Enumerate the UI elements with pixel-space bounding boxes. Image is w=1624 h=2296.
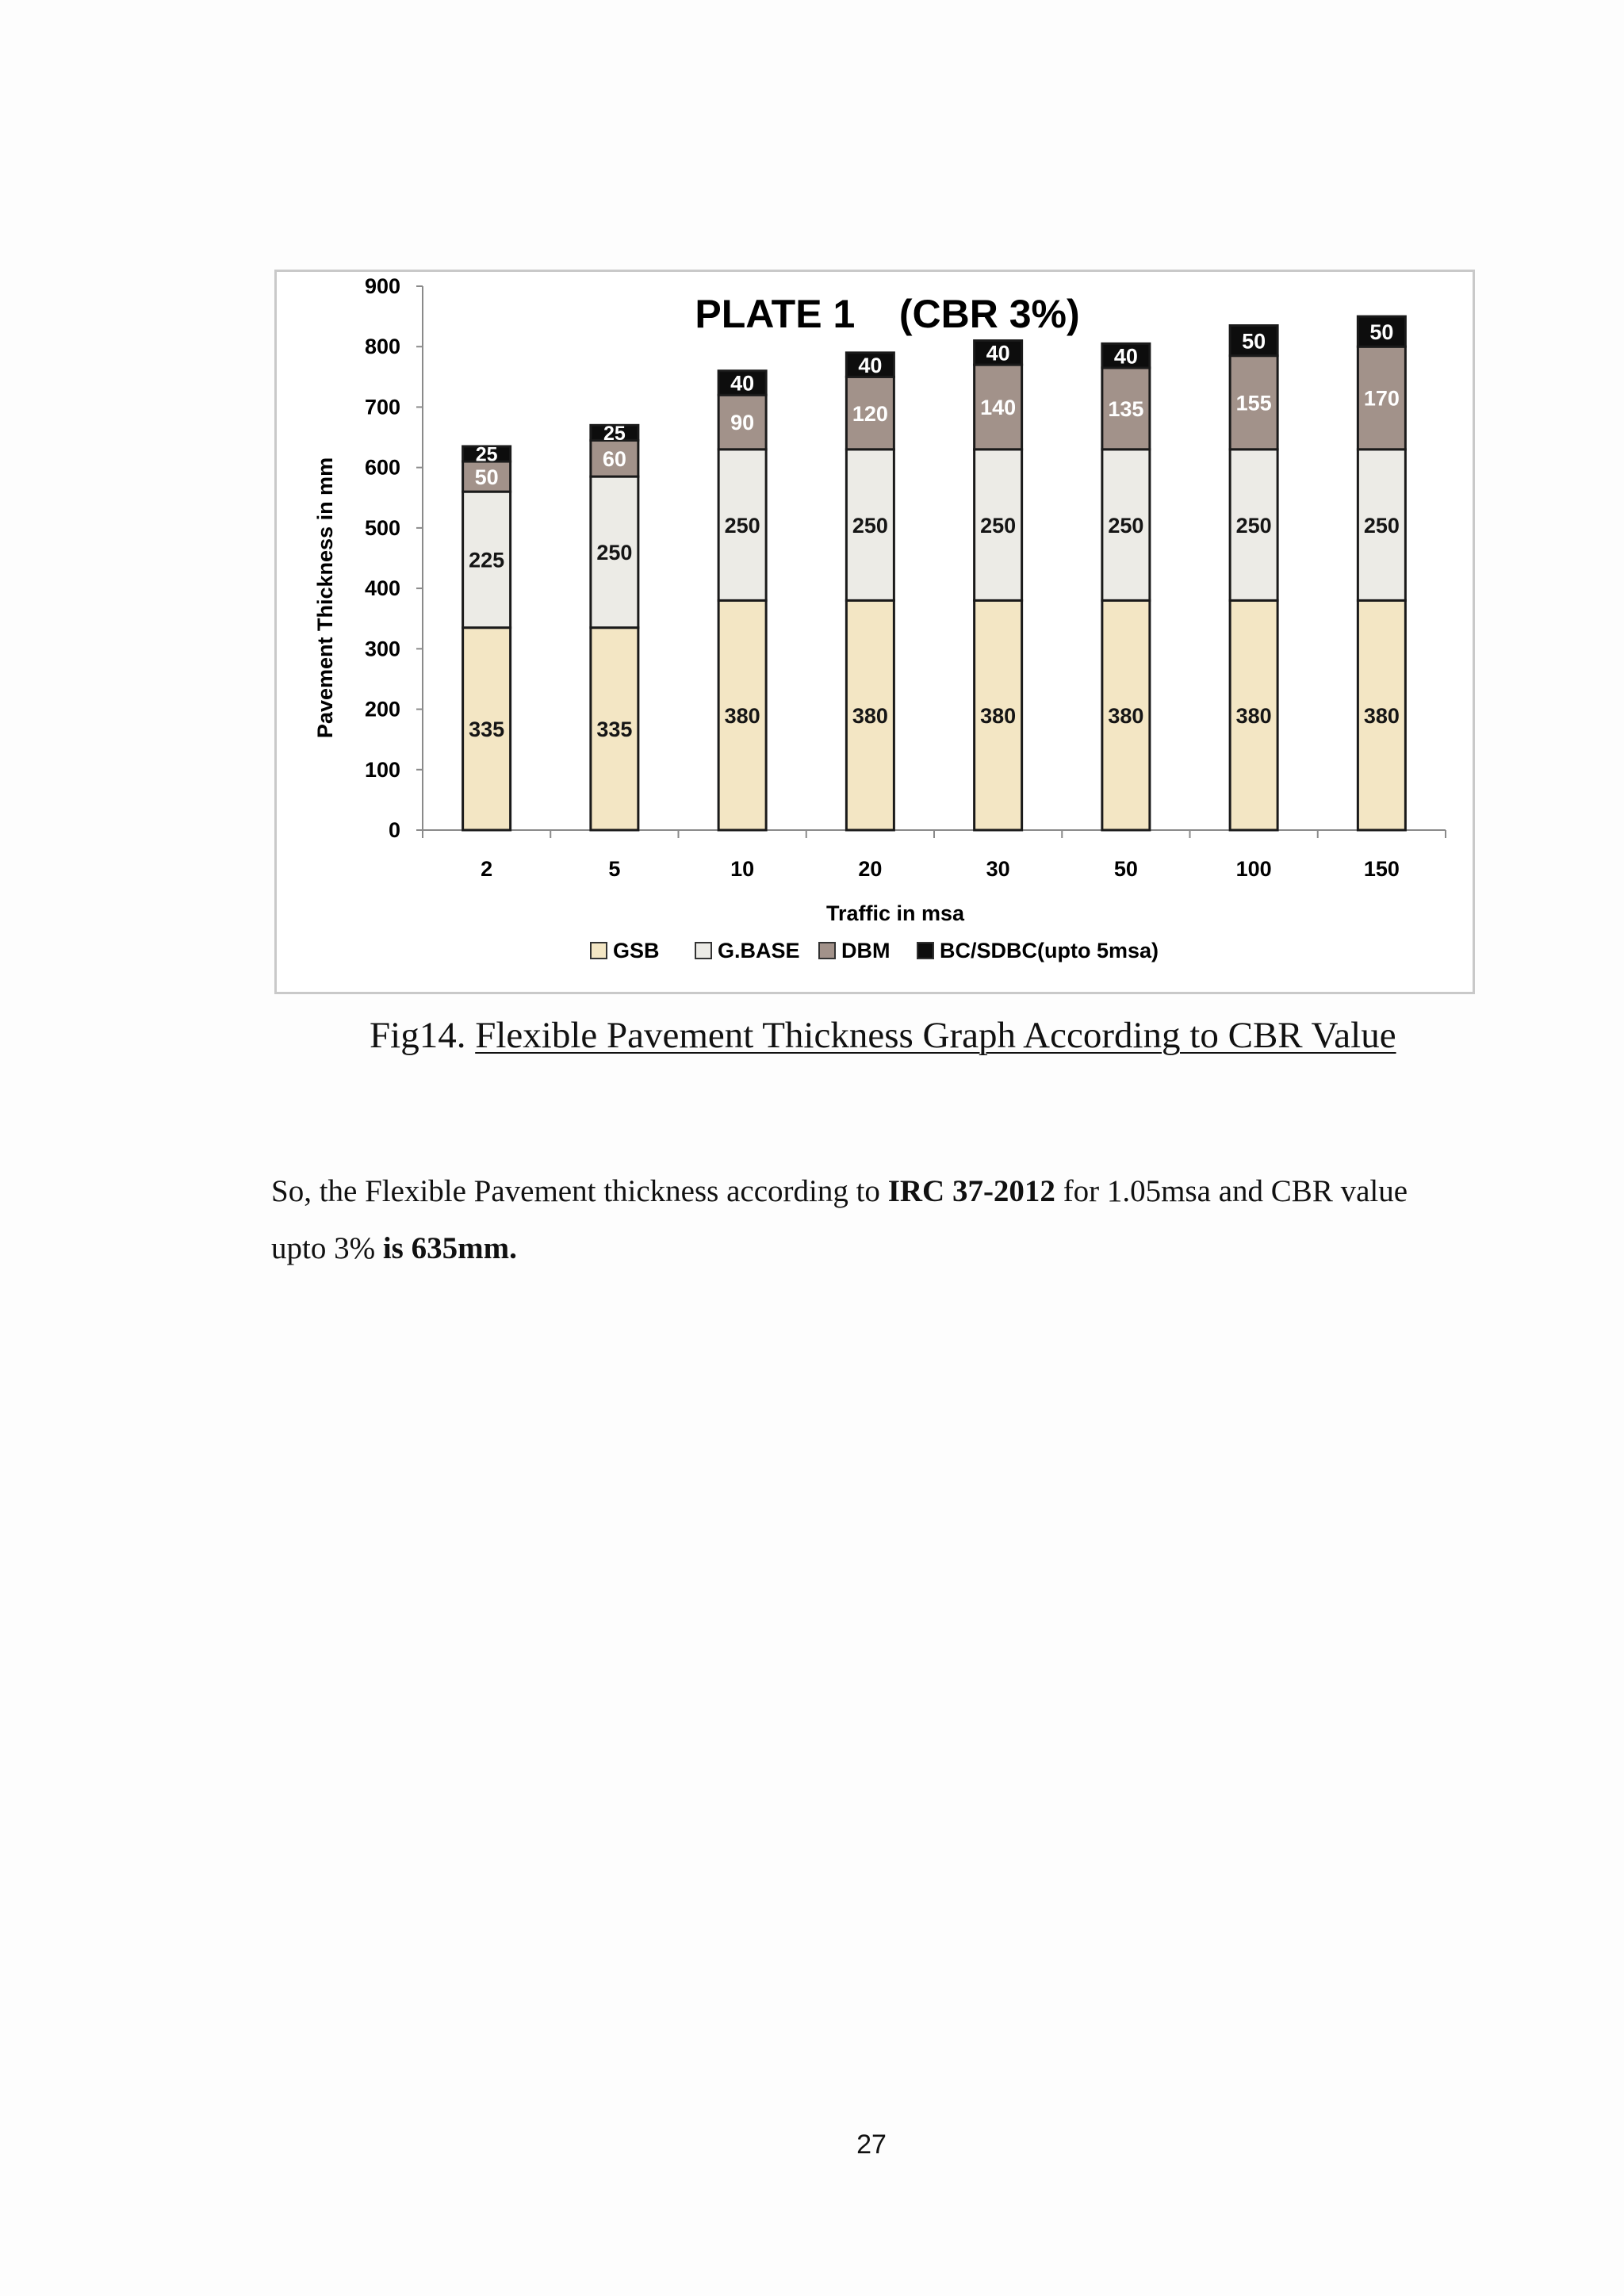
data-label: 335 (596, 718, 633, 742)
figure-caption (370, 1012, 1496, 1059)
x-tick-label: 100 (1235, 857, 1272, 881)
x-tick-label: 30 (986, 857, 1010, 881)
legend-label: GSB (613, 939, 660, 962)
pavement-thickness-chart (274, 270, 1475, 994)
y-tick-label: 800 (364, 335, 400, 359)
x-tick-label: 10 (730, 857, 755, 881)
y-tick-label: 200 (364, 697, 400, 721)
data-label: 250 (596, 541, 633, 565)
y-tick-label: 500 (364, 515, 400, 540)
data-label: 40 (730, 371, 755, 396)
y-tick-label: 400 (364, 576, 400, 601)
data-label: 170 (1363, 386, 1400, 411)
data-label: 380 (1363, 703, 1400, 728)
paragraph-text-2: for 1.05msa and CBR value upto 3% (271, 1174, 1408, 1265)
data-label: 140 (980, 396, 1017, 420)
data-label: 250 (852, 513, 888, 538)
page-number: 27 (856, 2130, 887, 2160)
data-label: 335 (469, 718, 505, 742)
x-tick-label: 50 (1113, 857, 1138, 881)
chart-svg (277, 272, 1473, 992)
data-label: 380 (1108, 703, 1144, 728)
data-label: 380 (852, 703, 888, 728)
legend-label: G.BASE (718, 939, 800, 962)
data-label: 250 (980, 513, 1017, 538)
data-label: 50 (474, 465, 499, 489)
data-label: 225 (469, 548, 505, 572)
data-label: 135 (1108, 397, 1144, 422)
y-axis-label: Pavement Thickness in mm (313, 457, 337, 739)
data-label: 25 (475, 443, 498, 466)
data-label: 40 (858, 353, 883, 377)
data-label: 380 (980, 703, 1017, 728)
legend-label: DBM (841, 939, 891, 962)
data-label: 250 (724, 513, 760, 538)
figure-caption-prefix: Fig14. (370, 1015, 476, 1056)
legend-swatch (591, 943, 607, 959)
chart-title: PLATE 1 (CBR 3%) (695, 292, 1080, 336)
paragraph-text-1: So, the Flexible Pavement thickness according to (271, 1174, 888, 1208)
x-tick-label: 20 (858, 857, 883, 881)
paragraph-bold-result: is 635mm. (382, 1231, 517, 1265)
legend-swatch (695, 943, 711, 959)
data-label: 250 (1235, 513, 1272, 538)
y-tick-label: 0 (388, 818, 400, 842)
data-label: 380 (1235, 703, 1272, 728)
legend-swatch (917, 943, 933, 959)
data-label: 40 (986, 341, 1010, 365)
y-tick-label: 100 (364, 757, 400, 782)
data-label: 60 (602, 446, 626, 471)
x-tick-label: 150 (1363, 857, 1400, 881)
x-axis-label: Traffic in msa (825, 901, 965, 925)
data-label: 90 (730, 411, 755, 435)
figure-caption-title: Flexible Pavement Thickness Graph According to CBR Value (475, 1015, 1396, 1056)
paragraph-bold-standard: IRC 37-2012 (887, 1174, 1055, 1208)
data-label: 50 (1242, 329, 1266, 354)
data-label: 250 (1108, 513, 1144, 538)
y-tick-label: 700 (364, 395, 400, 419)
legend-label: BC/SDBC(upto 5msa) (940, 939, 1159, 962)
data-label: 50 (1369, 320, 1394, 344)
data-label: 120 (852, 401, 888, 426)
data-label: 155 (1235, 391, 1272, 415)
legend-swatch (819, 943, 835, 959)
body-paragraph (271, 1163, 1413, 1277)
y-tick-label: 900 (364, 274, 400, 298)
data-label: 250 (1363, 513, 1400, 538)
plot-area (365, 274, 1446, 881)
y-tick-label: 300 (364, 637, 400, 661)
data-label: 40 (1113, 344, 1138, 369)
x-tick-label: 5 (608, 857, 621, 881)
y-tick-label: 600 (364, 455, 400, 480)
legend (591, 939, 1159, 962)
data-label: 380 (724, 703, 760, 728)
data-label: 25 (603, 422, 626, 445)
x-tick-label: 2 (481, 857, 493, 881)
